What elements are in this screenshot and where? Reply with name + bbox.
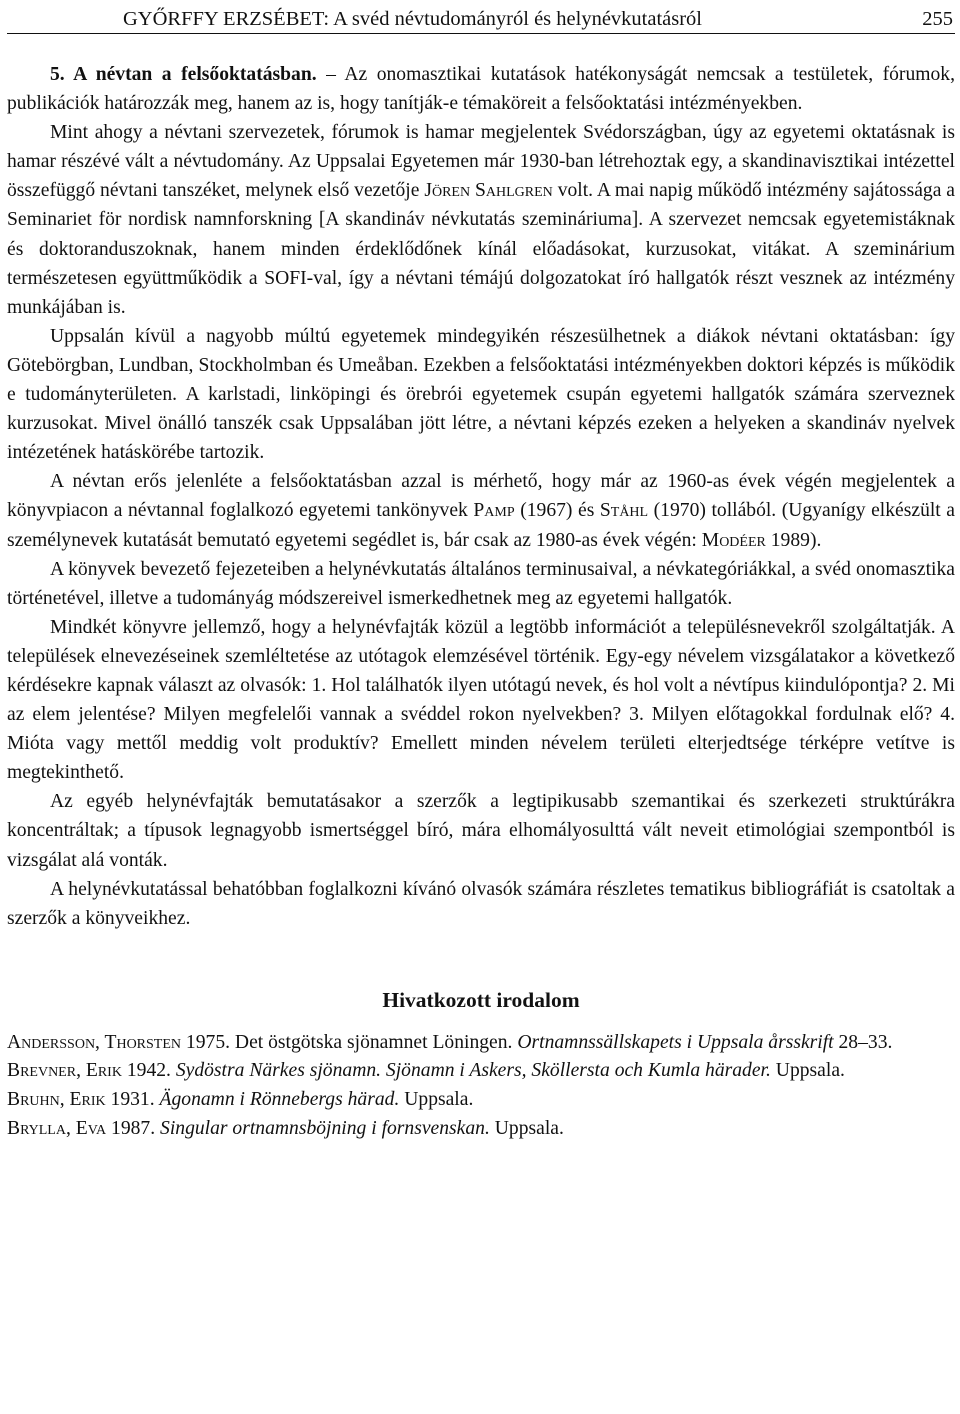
reference-tail: 28–33. [833, 1031, 893, 1053]
section-lead: – Az onomasztikai kutatások hatékonyságát nemcsak a testületek, fórumok, publikációk határozzák meg, hanem az is, hogy tanítják-e témaköreit a felsőoktatási intézményekben. [7, 64, 955, 115]
reference-tail: Uppsala. [489, 1117, 564, 1139]
reference-item [7, 1086, 955, 1115]
reference-year-title: 1975. Det östgötska sjönamnet Löningen. [181, 1031, 518, 1053]
paragraph-2: Uppsalán kívül a nagyobb múltú egyetemek mindegyikén részesülhetnek a diákok névtani oktatásban: így Götebörgban, Lundban, Stockholmban és Umeåban. Ezekben a felsőoktatási intézményekben doktori képzés is működik e tudományterületen. A karlstadi, linköpingi és örebrói egyetemek csupán egyetemi hallgatók számára szerveznek kurzusokat. Mivel önálló tanszék csak Uppsalában jött létre, a névtani képzés ezeken a helyeken a skandináv nyelvek intézetének hatáskörébe tartozik. [7, 325, 955, 464]
reference-author: Andersson, Thorsten [7, 1031, 182, 1053]
reference-source: Ortnamnssällskapets i Uppsala årsskrift [517, 1031, 834, 1053]
reference-year-title: 1987. [106, 1117, 161, 1139]
reference-source: Singular ortnamnsböjning i fornsvenskan. [160, 1117, 490, 1139]
reference-tail: Uppsala. [399, 1089, 474, 1110]
paragraph-1-text-b: volt. A mai napig működő intézmény sajátossága a Seminariet för nordisk namnforskning [A skandináv névkutatás szemináriuma]. A szervezet nemcsak egyetemistáknak és doktoranduszoknak, hanem minden érdeklődőnek kínál előadásokat, kurzusokat, vitákat. A szeminárium természetesen együttműködik a SOFI-val, így a névtani témájú dolgozatokat író hallgatók részt vesznek az intézmény munkájában is. [7, 180, 956, 318]
person-name: Pamp [473, 500, 515, 522]
reference-author: Bruhn, Erik [7, 1089, 106, 1110]
body-text [7, 60, 955, 933]
reference-source: Ägonamn i Rönnebergs härad. [159, 1089, 400, 1110]
page-number: 255 [922, 8, 953, 30]
person-name: Ståhl [599, 500, 649, 522]
running-head-title: GYŐRFFY ERZSÉBET: A svéd névtudományról és helynévkutatásról [123, 8, 703, 30]
person-name: Jören Sahlgren [424, 180, 553, 202]
references-title: Hivatkozott irodalom [382, 987, 580, 1012]
paragraph-6: Az egyéb helynévfajták bemutatásakor a szerzők a legtipikusabb szemantikai és szerkezeti struktúrákra koncentráltak; a típusok legnagyobb ismertséggel bíró, mára elhomályosulttá vált neveit etimológiai szempontból is vizsgálat alá vonták. [7, 791, 955, 871]
reference-tail: Uppsala. [770, 1060, 845, 1082]
paragraph-3-text-c: (1970) tollából. (Ugyanígy elkészült a személynevek kutatását bemutató egyetemi segédlet is, bár csak az 1980-as évek végén: [7, 500, 955, 551]
paragraph-3-text-a: A névtan erős jelenléte a felsőoktatásban azzal is mérhető, hogy már az 1960-as évek végén megjelentek a könyvpiacon a névtannal foglalkozó egyetemi tankönyvek [7, 471, 955, 522]
section-heading: 5. A névtan a felsőoktatásban. [50, 64, 317, 85]
paragraph-3-text-d: 1989). [765, 529, 822, 551]
reference-item [7, 1029, 955, 1058]
reference-source: Sydöstra Närkes sjönamn. Sjönamn i Askers, Sköllersta och Kumla härader. [175, 1060, 771, 1082]
reference-year-title: 1931. [105, 1089, 160, 1110]
paragraph-1-text-a: Mint ahogy a névtani szervezetek, fórumok is hamar megjelentek Svédországban, úgy az egyetemi oktatásnak is hamar részévé vált a névtudomány. Az Uppsalai Egyetemen már 1930-ban létrehoztak egy, a skandinavisztikai intézettel összefüggő névtani tanszéket, melynek első vezetője [7, 122, 955, 202]
paragraph-3-text-b: (1967) és [514, 500, 600, 522]
page [7, 0, 955, 1143]
reference-item [7, 1057, 955, 1086]
paragraph-1 [7, 118, 955, 322]
paragraph-7: A helynévkutatással behatóbban foglalkozni kívánó olvasók számára részletes tematikus bibliográfiát is csatoltak a szerzők a könyveikhez. [7, 878, 955, 929]
paragraph-5: Mindkét könyvre jellemző, hogy a helynévfajták közül a legtöbb információt a településnevekről szolgáltatják. A települések elnevezéseinek szemléltetése az utótagok elemzésével történik. Egy-egy névelem vizsgálatakor a következő kérdésekre kapnak választ az olvasók: 1. Hol találhatók ilyen utótagú nevek, és hol volt a névtípus kiindulópontja? 2. Mi az elem jelentése? Milyen megfelelői vannak a svéddel rokon nyelvekben? 3. Milyen előtagokkal fordulnak elő? 4. Mióta vagy mettől meddig volt produktív? Emellett minden névelem területi elterjedtsége térképre vetítve is megtekinthető. [7, 616, 955, 784]
person-name: Modéer [701, 529, 766, 551]
running-head [7, 0, 955, 34]
reference-year-title: 1942. [121, 1060, 176, 1082]
reference-item [7, 1115, 955, 1144]
reference-author: Brevner, Erik [7, 1060, 122, 1082]
paragraph-4: A könyvek bevezető fejezeteiben a helynévkutatás általános terminusaival, a névkategóriákkal, a svéd onomasztika történetével, illetve a tudományág módszereivel ismerkedhetnek meg az egyetemi hallgatók. [7, 558, 955, 609]
paragraph-3 [7, 467, 955, 554]
reference-author: Brylla, Eva [7, 1117, 107, 1139]
section-paragraph [7, 60, 955, 118]
references-list [7, 1029, 955, 1143]
